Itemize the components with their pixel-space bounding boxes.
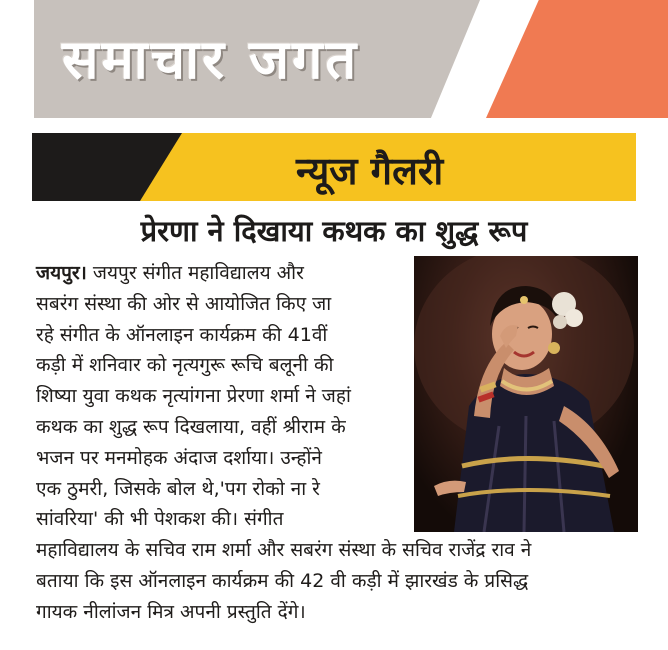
article-body xyxy=(36,258,642,628)
article-headline: प्रेरणा ने दिखाया कथक का शुद्ध रूप xyxy=(140,214,528,248)
article-line-10: महाविद्यालय के सचिव राम शर्मा और सबरंग संस्था के सचिव राजेंद्र राव ने xyxy=(36,539,532,562)
article-line-4: कड़ी में शनिवार को नृत्यगुरू रूचि बलूनी की xyxy=(36,354,334,377)
article-line-3: रहे संगीत के ऑनलाइन कार्यक्रम की 41वीं xyxy=(36,323,328,346)
article-line-1 xyxy=(36,258,406,289)
article-dateline: जयपुर। xyxy=(36,262,87,284)
section-title: न्यूज गैलरी xyxy=(296,149,444,193)
article-line-12: गायक नीलांजन मित्र अपनी प्रस्तुति देंगे। xyxy=(36,600,306,623)
article-line-2: सबरंग संस्था की ओर से आयोजित किए जा xyxy=(36,292,332,315)
masthead-orange-panel xyxy=(486,0,668,118)
masthead xyxy=(0,0,668,118)
article-line-11: बताया कि इस ऑनलाइन कार्यक्रम की 42 वी कड़ी में झारखंड के प्रसिद्ध xyxy=(36,569,529,592)
article-line-5: शिष्या युवा कथक नृत्यांगना प्रेरणा शर्मा ने जहां xyxy=(36,385,351,408)
masthead-title: समाचार जगत xyxy=(62,28,360,91)
article-line-9: सांवरिया' की भी पेशकश की। संगीत xyxy=(36,508,284,531)
article-line-8: एक ठुमरी, जिसके बोल थे,'पग रोको ना रे xyxy=(36,477,320,500)
article-line-1-text: जयपुर संगीत महाविद्यालय और xyxy=(86,262,304,284)
article-line-7: भजन पर मनमोहक अंदाज दर्शाया। उन्होंने xyxy=(36,446,322,469)
article-line-6: कथक का शुद्ध रूप दिखलाया, वहीं श्रीराम के xyxy=(36,415,346,438)
